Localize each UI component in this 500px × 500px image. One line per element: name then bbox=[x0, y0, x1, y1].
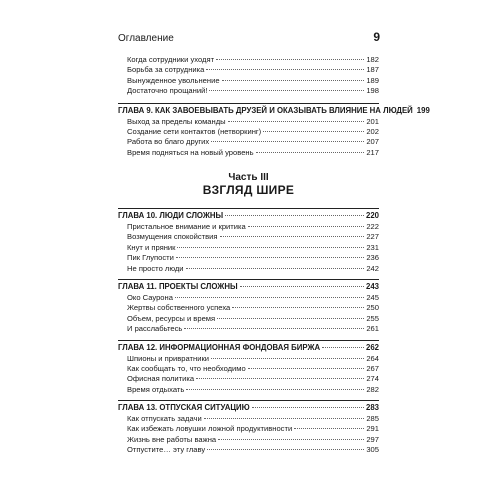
toc-chapter: ГЛАВА 13. ОТПУСКАЯ СИТУАЦИЮ 283 bbox=[118, 403, 379, 413]
toc-entry: Офисная политика 274 bbox=[127, 374, 379, 384]
toc-entry: Пик Глупости 236 bbox=[127, 253, 379, 263]
running-head bbox=[118, 30, 380, 44]
toc-entry: Когда сотрудники уходят 182 bbox=[127, 55, 379, 64]
page-number: 9 bbox=[373, 30, 380, 44]
toc-entry: И расслабьтесь 261 bbox=[127, 324, 379, 334]
toc-entry: Выход за пределы команды 201 bbox=[127, 116, 379, 126]
toc-entry: Борьба за сотрудника 187 bbox=[127, 65, 379, 75]
toc-entry: Как избежать ловушки ложной продуктивности 291 bbox=[127, 424, 379, 434]
toc-entry: Работа во благо других 207 bbox=[127, 137, 379, 147]
toc-entry: Пристальное внимание и критика 222 bbox=[127, 222, 379, 231]
toc-entry: Как сообщать то, что необходимо 267 bbox=[127, 363, 379, 373]
toc-part-three bbox=[118, 208, 379, 456]
toc-entry: Время подняться на новый уровень 217 bbox=[127, 147, 379, 157]
part-heading bbox=[118, 172, 379, 197]
toc-chapter: ГЛАВА 9. КАК ЗАВОЕВЫВАТЬ ДРУЗЕЙ И ОКАЗЫВАТЬ ВЛИЯНИЕ НА ЛЮДЕЙ 199 bbox=[118, 105, 430, 115]
toc-entry: Как отпускать задачи 285 bbox=[127, 414, 379, 424]
toc-entry: Создание сети контактов (нетворкинг) 202 bbox=[127, 126, 379, 136]
toc-entry: Объем, ресурсы и время 255 bbox=[127, 313, 379, 323]
toc-entry: Достаточно прощаний! 198 bbox=[127, 86, 379, 96]
toc-entry: Отпустите… эту главу 305 bbox=[127, 445, 379, 455]
running-head-title: Оглавление bbox=[118, 33, 174, 44]
toc-entry: Жертвы собственного успеха 250 bbox=[127, 303, 379, 313]
toc-chapter: ГЛАВА 12. ИНФОРМАЦИОННАЯ ФОНДОВАЯ БИРЖА 262 bbox=[118, 342, 379, 352]
toc-entry: Не просто люди 242 bbox=[127, 263, 379, 273]
toc-entry: Время отдыхать 282 bbox=[127, 384, 379, 394]
part-label: Часть III bbox=[228, 172, 269, 183]
toc-chapter: ГЛАВА 10. ЛЮДИ СЛОЖНЫ 220 bbox=[118, 211, 379, 220]
toc-entry: Возмущения спокойствия 227 bbox=[127, 232, 379, 242]
toc-entry: Кнут и пряник 231 bbox=[127, 242, 379, 252]
toc-entry: Жизнь вне работы важна 297 bbox=[127, 434, 379, 444]
part-title: ВЗГЛЯД ШИРЕ bbox=[202, 183, 295, 197]
toc-top-block bbox=[118, 55, 430, 158]
toc-entry: Шпионы и привратники 264 bbox=[127, 353, 379, 363]
toc-chapter: ГЛАВА 11. ПРОЕКТЫ СЛОЖНЫ 243 bbox=[118, 281, 379, 291]
toc-entry: Око Саурона 245 bbox=[127, 292, 379, 302]
toc-entry: Вынужденное увольнение 189 bbox=[127, 75, 379, 85]
